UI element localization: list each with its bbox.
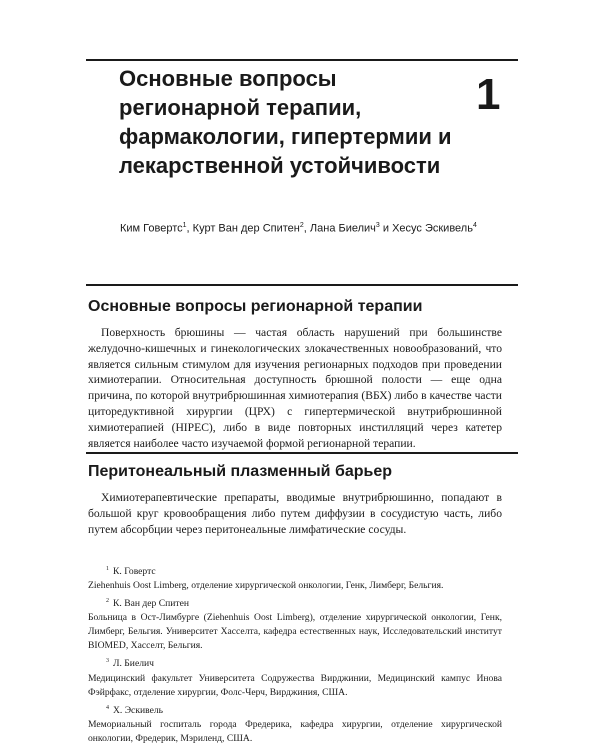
footnote-author: Л. Биелич [113,658,154,670]
footnote-mark: 4 [106,704,109,711]
section-rule [86,284,518,286]
footnote-heading [88,701,502,718]
author-name: Ким Говертс [120,222,183,235]
section-heading: Основные вопросы регионарной терапии [88,298,423,315]
footnote-text: Мемориальный госпиталь города Фредерика, кафедра хирургии, отделение хирургической онкологии, Фредерик, Мэриленд, США. [88,718,502,744]
chapter-top-rule [86,59,518,61]
footnote-text: Больница в Ост-Лимбурге (Ziehenhuis Oost Limberg), отделение хирургической онкологии, Генк, Лимберг, Бельгия. Университет Хасселта, кафедра естественных наук, Исследовательский институт BIOMED, Хасселт, Бельгия. [88,612,502,652]
author-separator: и [379,222,393,235]
footnote-text: Ziehenhuis Oost Limberg, отделение хирургической онкологии, Генк, Лимберг, Бельгия. [88,580,444,592]
footnote-heading [88,654,502,671]
author-footnote-mark: 4 [472,222,477,229]
author-separator: , [186,222,193,235]
footnote-author: К. Говертс [113,566,156,578]
footnote-mark: 3 [106,658,109,665]
author-name: Курт Ван дер Спитен [192,222,300,235]
footnote-author: Х. Эскивель [113,704,164,716]
author-separator: , [303,222,310,235]
footnote-heading [88,594,502,611]
footnote-mark: 2 [106,598,109,605]
author-footnote-mark: 2 [299,222,304,229]
author-footnote-mark: 3 [375,222,380,229]
author-name: Хесус Эскивель [392,222,473,235]
author-footnote-mark: 1 [182,222,187,229]
chapter-title: Основные вопросы регионарной терапии, фармакологии, гипертермии и лекарственной устойчивости [119,66,452,178]
footnote-heading [88,562,502,579]
section-paragraph: Химиотерапевтические препараты, вводимые внутрибрюшинно, попадают в большой круг кровообращения либо путем диффузии в сосудистую часть, либо путем абсорбции через перитонеальные лимфатические сосуды. [88,491,502,536]
author-line [120,218,530,237]
author-name: Лана Биелич [309,222,376,235]
footnote-author: К. Ван дер Спитен [113,598,189,610]
footnotes [88,562,502,747]
section-paragraph: Поверхность брюшины — частая область нарушений при большинстве желудочно-кишечных и гинекологических злокачественных новообразований, что является сильным стимулом для изучения регионарных подходов при проведении химиотерапии. Относительная доступность брюшной полости — еще одна причина, по которой внутрибрюшинная химиотерапия (ВБХ) либо в качестве части циторедуктивной хирургии (ЦРХ) с гипертермической внутрибрюшинной химиотерапией (HIPEC), либо в виде повторных инстилляций через катетер является наиболее часто изучаемой формой регионарной терапии. [88,326,502,450]
section-heading: Перитонеальный плазменный барьер [88,463,393,480]
footnote-mark: 1 [106,566,109,572]
chapter-number: 1 [476,70,501,119]
section-rule [86,452,518,454]
footnote-text: Медицинский факультет Университета Содружества Вирджинии, Медицинский кампус Инова Фэйрфакс, отделение хирургии, Фолс-Черч, Вирджиния, США. [88,672,502,698]
